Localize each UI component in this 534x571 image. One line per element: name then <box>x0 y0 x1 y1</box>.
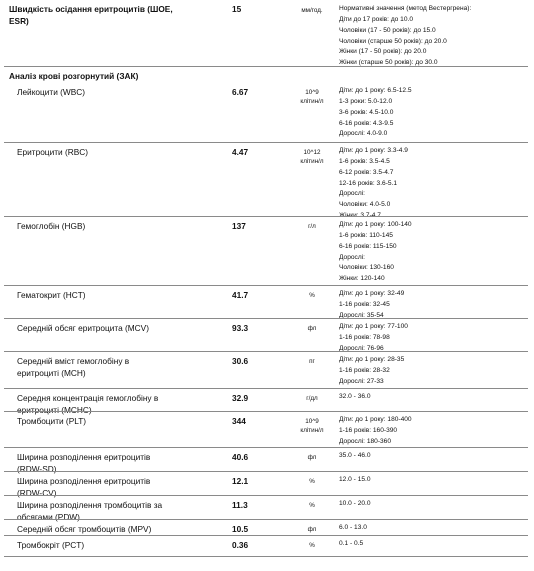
esr-unit: мм/год. <box>301 7 323 14</box>
test-name <box>17 524 151 536</box>
test-value: 344 <box>232 416 246 426</box>
test-unit-line: фл <box>307 325 317 332</box>
test-name-line: Лейкоцити (WBC) <box>17 87 86 97</box>
test-name-line: Тромбокріт (PCT) <box>17 540 85 550</box>
test-reference-line: Діти: до 1 року: 3.3-4.9 <box>339 147 408 154</box>
test-reference-line: Діти: до 1 року: 6.5-12.5 <box>339 87 412 94</box>
test-unit <box>292 291 332 300</box>
test-reference-line: 12-16 років: 3.6-5.1 <box>339 179 398 187</box>
test-unit-line: пг <box>309 358 315 365</box>
test-reference-range <box>339 523 367 534</box>
table-row <box>0 471 534 498</box>
test-unit-line: 10^9 <box>305 418 319 425</box>
table-row <box>0 519 534 535</box>
test-name <box>17 540 84 552</box>
test-reference-line: 32.0 - 36.0 <box>339 393 371 400</box>
test-name <box>17 416 86 428</box>
test-value: 12.1 <box>232 476 249 486</box>
test-value: 11.3 <box>232 500 248 510</box>
test-value: 137 <box>232 221 246 231</box>
test-reference-line: Чоловіки: 4.0-5.0 <box>339 201 391 209</box>
test-value: 10.5 <box>232 524 249 534</box>
table-row <box>0 285 534 318</box>
test-unit-line: 10^9 <box>305 89 319 96</box>
table-row <box>0 82 534 142</box>
table-row <box>0 495 534 522</box>
test-reference-line: Дорослі: 180-360 <box>339 437 392 445</box>
test-reference-line: 1-6 років: 110-145 <box>339 231 393 239</box>
test-unit-line: г/л <box>308 223 316 230</box>
test-unit <box>292 148 332 166</box>
test-reference-line: 1-16 років: 78-98 <box>339 333 390 341</box>
test-unit-line: клітин/л <box>300 158 324 165</box>
test-reference-line: Дорослі: 27-33 <box>339 377 384 385</box>
test-unit-line: % <box>309 478 315 485</box>
test-unit-line: клітин/л <box>300 98 324 105</box>
test-reference-line: Діти: до 1 року: 28-35 <box>339 356 405 363</box>
test-value: 40.6 <box>232 452 249 462</box>
test-reference-line: Дорослі: <box>339 190 365 198</box>
test-name-line: (RDW-SD) <box>17 463 57 474</box>
test-reference-range <box>339 539 363 550</box>
test-reference-range <box>339 355 404 388</box>
test-reference-range <box>339 220 412 285</box>
table-row <box>0 411 534 447</box>
test-unit <box>292 525 332 534</box>
test-reference-line: 6-12 років: 3.5-4.7 <box>339 168 394 176</box>
test-unit <box>292 394 332 403</box>
test-reference-line: 6-16 років: 4.3-9.5 <box>339 119 394 127</box>
table-row <box>0 318 534 351</box>
test-reference-range <box>339 392 371 403</box>
test-unit <box>292 357 332 366</box>
test-unit-line: % <box>309 502 315 509</box>
test-reference-range <box>339 475 371 486</box>
test-reference-range <box>339 415 412 448</box>
test-unit-line: фл <box>307 526 317 533</box>
test-unit <box>292 324 332 333</box>
section-title: Аналіз крові розгорнутий (ЗАК) <box>9 71 139 81</box>
test-reference-line: 1-16 років: 28-32 <box>339 366 390 374</box>
test-unit <box>292 453 332 462</box>
test-unit <box>292 417 332 435</box>
test-value: 93.3 <box>232 323 249 333</box>
test-name <box>17 221 85 233</box>
test-unit-line: клітин/л <box>300 427 324 434</box>
test-reference-range <box>339 499 371 510</box>
test-reference-line: Дорослі: 4.0-9.0 <box>339 130 388 138</box>
test-reference-line: Жінки: 3.7-4.7 <box>339 212 381 220</box>
test-name-line: Середній обсяг еритроцита (MCV) <box>17 323 149 333</box>
test-reference-range <box>339 289 404 322</box>
test-reference-range <box>339 451 371 462</box>
test-value: 4.47 <box>232 147 249 157</box>
test-name <box>17 356 129 379</box>
esr-row <box>0 0 534 66</box>
test-name-line: Ширина розподілення еритроцитів <box>17 476 151 486</box>
esr-name: Швидкість осідання еритроцитів (ШОЕ, ESR) <box>9 4 173 26</box>
test-unit <box>292 501 332 510</box>
test-reference-line: Діти: до 1 року: 32-49 <box>339 290 405 297</box>
test-unit-line: % <box>309 542 315 549</box>
test-name <box>17 290 86 302</box>
test-reference-line: 6-16 років: 115-150 <box>339 242 397 250</box>
test-value: 0.36 <box>232 540 249 550</box>
test-name-line: Гематокрит (HCT) <box>17 290 86 300</box>
divider <box>4 66 528 67</box>
test-reference-line: 35.0 - 46.0 <box>339 452 371 459</box>
test-unit <box>292 222 332 231</box>
test-reference-line: Чоловіки: 130-160 <box>339 264 394 272</box>
test-reference-line: 6.0 - 13.0 <box>339 524 367 531</box>
test-reference-line: 1-3 роки: 5.0-12.0 <box>339 97 393 105</box>
esr-norms: Нормативні значення (метод Вестергрена): Діти до 17 років: до 10.0 Чоловіки (17 - 50 років): до 15.0 Чоловіки (старше 50 років): до 20.0 Жінки (17 - 50 років): до 20.0 Жінки (старше 50 років): до 30.0 <box>339 5 472 67</box>
test-value: 41.7 <box>232 290 249 300</box>
test-name-line: Еритроцити (RBC) <box>17 147 88 157</box>
test-name <box>17 147 88 159</box>
test-name-line: еритроциті (MCHC) <box>17 404 92 415</box>
test-name-line: Середній вміст гемоглобіну в <box>17 356 130 366</box>
test-reference-line: 12.0 - 15.0 <box>339 476 371 483</box>
test-unit-line: % <box>309 292 315 299</box>
table-row <box>0 351 534 388</box>
test-name-line: еритроциті (MCH) <box>17 367 86 378</box>
table-row <box>0 447 534 474</box>
test-reference-line: 1-6 років: 3.5-4.5 <box>339 157 390 165</box>
test-reference-line: Дорослі: <box>339 253 365 261</box>
test-unit <box>292 88 332 106</box>
table-row <box>0 388 534 415</box>
test-name-line: Середня концентрація гемоглобіну в <box>17 393 159 403</box>
test-name <box>17 323 149 335</box>
test-value: 6.67 <box>232 87 249 97</box>
test-name <box>17 87 85 99</box>
test-name-line: Середній обсяг тромбоцитів (MPV) <box>17 524 152 534</box>
test-reference-range <box>339 322 408 355</box>
test-name-line: Ширина розподілення еритроцитів <box>17 452 151 462</box>
test-reference-line: Діти: до 1 року: 180-400 <box>339 416 412 423</box>
test-reference-line: Дорослі: 76-96 <box>339 344 384 352</box>
test-name-line: (RDW-CV) <box>17 487 57 498</box>
test-reference-line: 1-16 років: 32-45 <box>339 300 390 308</box>
divider <box>4 556 528 557</box>
test-reference-line: 1-16 років: 160-390 <box>339 426 398 434</box>
test-reference-line: Жінки: 120-140 <box>339 275 385 283</box>
table-row <box>0 535 534 556</box>
test-reference-range <box>339 146 408 222</box>
test-reference-line: Дорослі: 35-54 <box>339 311 384 319</box>
esr-value: 15 <box>232 4 242 14</box>
test-name-line: Тромбоцити (PLT) <box>17 416 87 426</box>
test-name-line: Гемоглобін (HGB) <box>17 221 86 231</box>
test-name-line: обсягами (PDW) <box>17 511 80 522</box>
test-reference-line: Діти: до 1 року: 100-140 <box>339 221 412 228</box>
test-reference-line: 10.0 - 20.0 <box>339 500 371 507</box>
test-reference-range <box>339 86 412 140</box>
test-unit-line: 10^12 <box>303 149 321 156</box>
test-reference-line: Діти: до 1 року: 77-100 <box>339 323 408 330</box>
table-row <box>0 142 534 220</box>
test-name-line: Ширина розподілення тромбоцитів за <box>17 500 163 510</box>
test-unit-line: г/дл <box>306 395 318 402</box>
test-reference-line: 0.1 - 0.5 <box>339 540 364 547</box>
test-reference-line: 3-6 років: 4.5-10.0 <box>339 108 394 116</box>
test-value: 32.9 <box>232 393 249 403</box>
test-unit-line: фл <box>307 454 317 461</box>
test-unit <box>292 541 332 550</box>
test-value: 30.6 <box>232 356 249 366</box>
table-row <box>0 216 534 285</box>
test-unit <box>292 477 332 486</box>
